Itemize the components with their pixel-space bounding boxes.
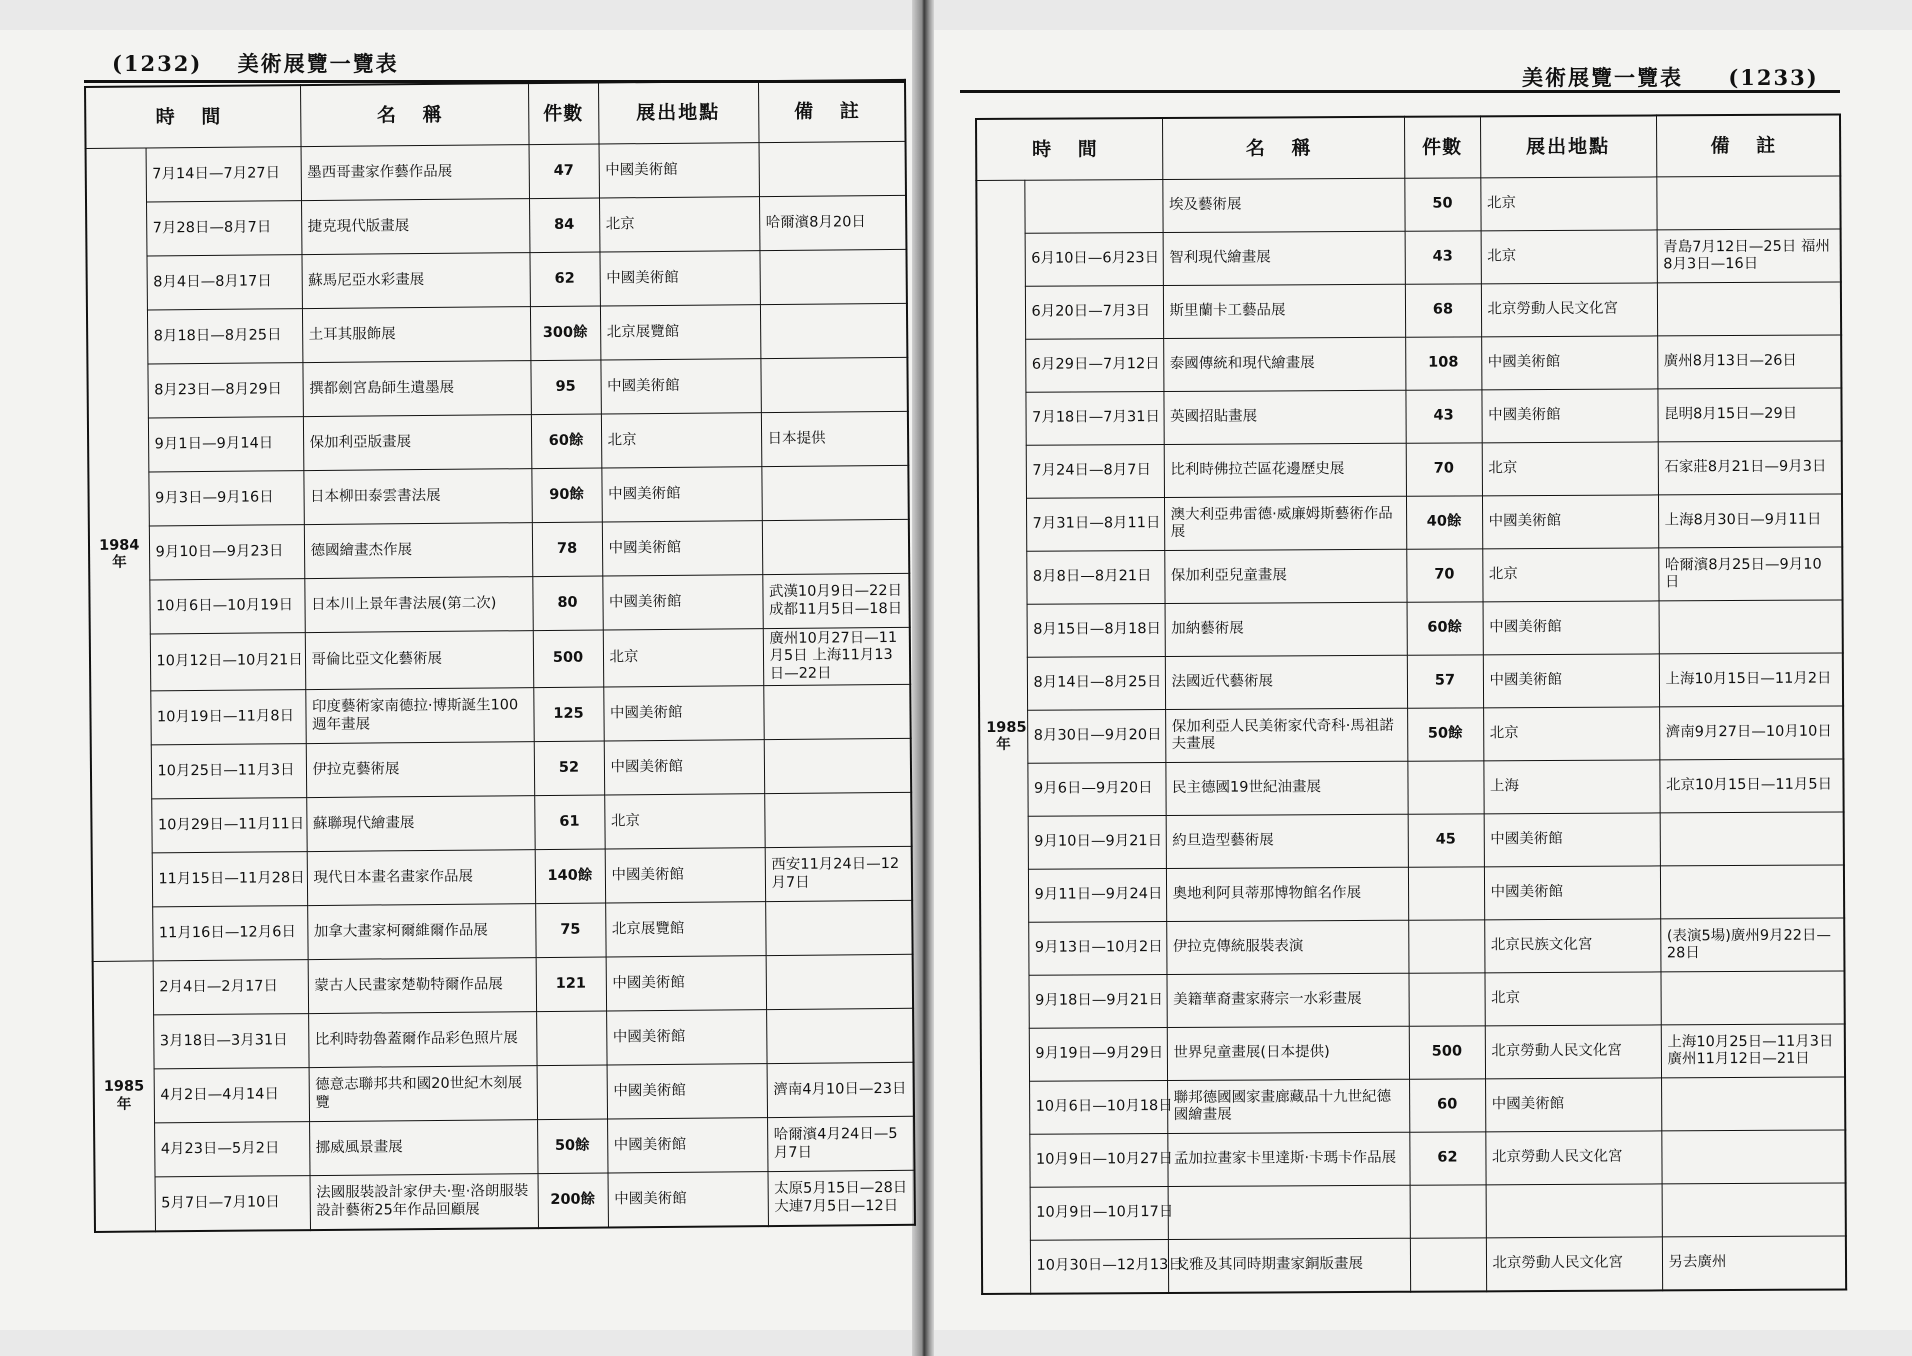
exhibition-name: 蘇聯現代繪畫展 [306, 796, 534, 852]
item-count: 125 [533, 687, 603, 742]
remark [766, 954, 913, 1009]
remark: 武漢10月9日—22日 成都11月5日—18日 [762, 573, 909, 628]
item-count: 95 [530, 360, 600, 415]
exhibition-name: 加拿大畫家柯爾維爾作品展 [307, 904, 535, 960]
venue: 中國美術館 [1485, 1078, 1661, 1132]
right-header-time: 時 間 [976, 118, 1162, 180]
exhibition-name: 埃及藝術展 [1162, 178, 1404, 232]
table-row [92, 846, 912, 907]
exhibition-name: 捷克現代版畫展 [301, 199, 529, 255]
date-range [1024, 180, 1162, 234]
item-count [1408, 920, 1484, 973]
exhibition-name: 澳大利亞弗雷德·威廉姆斯藝術作品展 [1164, 496, 1406, 550]
remark [1660, 812, 1844, 866]
table-row [980, 971, 1844, 1029]
venue: 北京展覽館 [600, 305, 760, 360]
table-row [979, 653, 1843, 711]
exhibition-name: 孟加拉畫家卡里達斯·卡瑪卡作品展 [1167, 1132, 1409, 1186]
exhibition-name: 蒙古人民畫家楚勒特爾作品展 [308, 958, 536, 1014]
venue: 北京勞動人民文化宮 [1485, 1131, 1661, 1185]
date-range: 10月30日—12月13日 [1030, 1240, 1168, 1294]
venue: 中國美術館 [599, 143, 759, 198]
venue: 中國美術館 [1481, 389, 1657, 443]
remark [763, 684, 910, 739]
exhibition-name: 伊拉克傳統服裝表演 [1166, 920, 1408, 974]
exhibition-name: 德國繪畫杰作展 [304, 523, 532, 579]
remark: 廣州10月27日—11月5日 上海11月13日—22日 [763, 627, 910, 685]
table-row [980, 812, 1844, 870]
exhibition-name: 加納藝術展 [1165, 602, 1407, 656]
date-range: 10月6日—10月18日 [1029, 1081, 1167, 1135]
item-count: 80 [532, 576, 602, 631]
table-row [980, 918, 1844, 976]
date-range: 10月12日—10月21日 [150, 633, 305, 692]
item-count: 50餘 [537, 1119, 607, 1174]
table-row [981, 1077, 1845, 1135]
remark: 日本提供 [761, 411, 908, 466]
item-count: 40餘 [1406, 496, 1482, 549]
item-count [1410, 1185, 1486, 1238]
date-range: 9月1日—9月14日 [148, 417, 303, 472]
table-row [977, 229, 1841, 287]
year-label: 1984年 [86, 148, 153, 962]
left-header-count: 件數 [528, 83, 599, 145]
item-count: 200餘 [538, 1173, 608, 1228]
date-range: 10月29日—11月11日 [151, 798, 306, 853]
remark [760, 357, 907, 412]
remark [1656, 176, 1840, 230]
item-count: 500 [533, 630, 603, 688]
left-table-body [86, 141, 915, 1232]
item-count: 50 [1404, 178, 1480, 231]
venue: 上海 [1483, 760, 1659, 814]
venue: 北京勞動人民文化宮 [1485, 1025, 1661, 1079]
exhibition-name: 民主德國19世紀油畫展 [1165, 761, 1407, 815]
table-row [90, 627, 910, 691]
item-count: 75 [535, 903, 605, 958]
date-range: 7月31日—8月11日 [1026, 498, 1164, 552]
remark: 哈爾濱8月25日—9月10日 [1658, 547, 1842, 601]
table-row [88, 411, 908, 472]
remark: 昆明8月15日—29日 [1657, 388, 1841, 442]
venue: 中國美術館 [605, 848, 765, 903]
date-range: 9月10日—9月21日 [1028, 816, 1166, 870]
venue: 中國美術館 [1481, 336, 1657, 390]
item-count: 52 [534, 741, 604, 796]
date-range: 8月15日—8月18日 [1027, 604, 1165, 658]
item-count: 84 [529, 198, 599, 253]
item-count: 60餘 [531, 414, 601, 469]
item-count: 61 [534, 795, 604, 850]
item-count: 140餘 [535, 849, 605, 904]
table-row [86, 249, 906, 310]
date-range: 8月4日—8月17日 [146, 255, 301, 310]
exhibition-name: 哥倫比亞文化藝術展 [305, 631, 533, 690]
remark: 濟南9月27日—10月10日 [1659, 706, 1843, 760]
remark: 上海10月25日—11月3日 廣州11月12日—21日 [1661, 1024, 1845, 1078]
right-header-count: 件數 [1404, 116, 1480, 178]
remark [759, 141, 906, 196]
exhibition-name: 土耳其服飾展 [302, 307, 530, 363]
date-range: 8月30日—9月20日 [1027, 710, 1165, 764]
table-row [980, 865, 1844, 923]
venue: 中國美術館 [602, 575, 762, 630]
venue: 北京勞動人民文化宮 [1481, 283, 1657, 337]
date-range: 11月16日—12月6日 [152, 906, 307, 961]
exhibition-name: 約旦造型藝術展 [1166, 814, 1408, 868]
date-range: 3月18日—3月31日 [153, 1014, 308, 1069]
exhibition-name: 奧地利阿貝蒂那博物館名作展 [1166, 867, 1408, 921]
item-count: 62 [529, 252, 599, 307]
item-count: 90餘 [531, 468, 601, 523]
table-row [95, 1170, 915, 1232]
table-row [91, 738, 911, 799]
venue [1486, 1184, 1662, 1238]
date-range: 6月10日—6月23日 [1025, 233, 1163, 287]
left-header-place: 展出地點 [598, 81, 759, 144]
item-count: 45 [1408, 814, 1484, 867]
table-row [86, 141, 906, 202]
exhibition-name: 比利時勃魯蓋爾作品彩色照片展 [308, 1012, 536, 1068]
right-header-place: 展出地點 [1480, 115, 1656, 177]
remark: 哈爾濱8月20日 [759, 195, 906, 250]
venue: 北京民族文化宮 [1484, 919, 1660, 973]
table-row [94, 1062, 914, 1123]
table-row [979, 706, 1843, 764]
remark [1657, 282, 1841, 336]
right-running-title: 美術展覽一覽表 [1522, 65, 1683, 90]
table-row [90, 684, 910, 745]
venue: 中國美術館 [606, 1010, 766, 1065]
exhibition-name: 保加利亞兒童畫展 [1164, 549, 1406, 603]
venue: 中國美術館 [603, 686, 763, 741]
right-header-note: 備 註 [1656, 114, 1840, 176]
exhibition-name: 印度藝術家南德拉·博斯誕生100週年畫展 [305, 688, 533, 744]
exhibition-name: 保加利亞人民美術家代奇科·馬祖諾夫畫展 [1165, 708, 1407, 762]
venue: 北京 [1482, 548, 1658, 602]
right-running-head [1522, 62, 1819, 92]
date-range: 7月14日—7月27日 [146, 147, 301, 202]
item-count: 70 [1406, 549, 1482, 602]
left-header-time: 時 間 [85, 85, 301, 148]
remark: 西安11月24日—12月7日 [765, 846, 912, 901]
item-count: 70 [1406, 443, 1482, 496]
remark [764, 738, 911, 793]
venue: 中國美術館 [607, 1118, 767, 1173]
date-range: 2月4日—2月17日 [153, 960, 308, 1015]
remark [766, 1008, 913, 1063]
exhibition-name: 蘇馬尼亞水彩畫展 [301, 253, 529, 309]
remark [760, 303, 907, 358]
item-count [536, 1011, 606, 1066]
venue: 北京 [1483, 707, 1659, 761]
item-count: 50餘 [1407, 708, 1483, 761]
date-range: 8月14日—8月25日 [1027, 657, 1165, 711]
venue: 北京 [1480, 177, 1656, 231]
venue: 北京 [599, 197, 759, 252]
exhibition-name: 戈雅及其同時期畫家銅版畫展 [1168, 1238, 1410, 1293]
left-header-row [85, 80, 906, 149]
remark [1659, 600, 1843, 654]
item-count: 47 [529, 144, 599, 199]
remark: 濟南4月10日—23日 [767, 1062, 914, 1117]
venue: 中國美術館 [606, 956, 766, 1011]
item-count: 60 [1409, 1079, 1485, 1132]
remark: 青島7月12日—25日 福州8月3日—16日 [1657, 229, 1841, 283]
date-range: 7月28日—8月7日 [146, 201, 301, 256]
exhibition-name: 伊拉克藝術展 [306, 742, 534, 798]
item-count: 43 [1405, 390, 1481, 443]
exhibition-name: 撰都劍宮島師生遺墨展 [302, 361, 530, 417]
remark: 上海10月15日—11月2日 [1659, 653, 1843, 707]
exhibition-name: 墨西哥畫家作藝作品展 [301, 145, 529, 201]
venue: 中國美術館 [604, 740, 764, 795]
remark: 北京10月15日—11月5日 [1659, 759, 1843, 813]
item-count: 57 [1407, 655, 1483, 708]
venue: 中國美術館 [607, 1064, 767, 1119]
date-range: 9月3日—9月16日 [148, 471, 303, 526]
table-row [88, 465, 908, 526]
table-row [93, 954, 913, 1015]
remark [764, 792, 911, 847]
venue: 中國美術館 [599, 251, 759, 306]
remark [1660, 971, 1844, 1025]
table-row [977, 335, 1841, 393]
date-range: 11月15日—11月28日 [152, 852, 307, 907]
table-row [977, 282, 1841, 340]
table-row [87, 357, 907, 418]
venue: 中國美術館 [602, 521, 762, 576]
item-count: 43 [1405, 231, 1481, 284]
venue: 北京 [601, 413, 761, 468]
venue: 中國美術館 [608, 1172, 768, 1228]
table-row [979, 759, 1843, 817]
exhibition-name: 日本柳田泰雲書法展 [303, 469, 531, 525]
item-count [1408, 867, 1484, 920]
date-range: 10月9日—10月27日 [1029, 1134, 1167, 1188]
year-label: 1985年 [93, 961, 155, 1232]
table-row [981, 1024, 1845, 1082]
exhibition-name: 泰國傳統和現代繪畫展 [1163, 337, 1405, 391]
remark: 另去廣州 [1662, 1236, 1846, 1290]
venue: 中國美術館 [1482, 495, 1658, 549]
right-header-row [976, 114, 1840, 180]
item-count [1408, 973, 1484, 1026]
remark: (表演5場)廣州9月22日—28日 [1660, 918, 1844, 972]
exhibition-name: 挪威風景畫展 [309, 1120, 537, 1176]
item-count: 78 [532, 522, 602, 577]
right-exhibition-table [975, 113, 1847, 1295]
exhibition-name: 世界兒童畫展(日本提供) [1167, 1026, 1409, 1080]
left-header-note: 備 註 [758, 80, 906, 143]
remark: 哈爾濱4月24日—5月7日 [767, 1116, 914, 1171]
exhibition-name [1168, 1185, 1410, 1239]
remark [765, 900, 912, 955]
exhibition-name: 聯邦德國國家畫廊藏品十九世紀德國繪畫展 [1167, 1079, 1409, 1133]
remark [761, 465, 908, 520]
left-header-name: 名 稱 [300, 83, 529, 146]
remark [762, 519, 909, 574]
venue: 北京 [603, 629, 763, 688]
exhibition-name: 斯里蘭卡工藝品展 [1163, 284, 1405, 338]
venue: 中國美術館 [1484, 866, 1660, 920]
item-count: 62 [1409, 1132, 1485, 1185]
exhibition-name: 比利時佛拉芒區花邊歷史展 [1164, 443, 1406, 497]
table-row [976, 176, 1840, 234]
venue: 北京勞動人民文化宮 [1486, 1237, 1662, 1291]
item-count: 121 [536, 957, 606, 1012]
table-row [979, 600, 1843, 658]
venue: 中國美術館 [1483, 654, 1659, 708]
remark: 石家莊8月21日—9月3日 [1658, 441, 1842, 495]
item-count [1410, 1238, 1486, 1292]
left-page-number: (1232) [112, 51, 203, 76]
remark [759, 249, 906, 304]
date-range: 10月19日—11月8日 [150, 690, 305, 745]
remark [1660, 865, 1844, 919]
date-range: 9月19日—9月29日 [1029, 1028, 1167, 1082]
date-range: 4月23日—5月2日 [154, 1122, 309, 1177]
remark [1661, 1130, 1845, 1184]
table-row [978, 494, 1842, 552]
venue: 中國美術館 [600, 359, 760, 414]
exhibition-name: 法國近代藝術展 [1165, 655, 1407, 709]
remark: 上海8月30日—9月11日 [1658, 494, 1842, 548]
table-row [981, 1130, 1845, 1188]
table-row [91, 792, 911, 853]
item-count [537, 1065, 607, 1120]
item-count: 60餘 [1407, 602, 1483, 655]
date-range: 9月13日—10月2日 [1028, 922, 1166, 976]
date-range: 9月6日—9月20日 [1027, 763, 1165, 817]
item-count [1407, 761, 1483, 814]
date-range: 8月23日—8月29日 [147, 363, 302, 418]
table-row [89, 573, 909, 634]
table-row [89, 519, 909, 580]
table-row [87, 303, 907, 364]
date-range: 9月11日—9月24日 [1028, 869, 1166, 923]
exhibition-name: 智利現代繪畫展 [1163, 231, 1405, 285]
item-count: 300餘 [530, 306, 600, 361]
date-range: 8月8日—8月21日 [1026, 551, 1164, 605]
venue: 北京 [1484, 972, 1660, 1026]
date-range: 5月7日—7月10日 [155, 1176, 310, 1232]
exhibition-name: 保加利亞版畫展 [303, 415, 531, 471]
venue: 北京 [604, 794, 764, 849]
venue: 中國美術館 [1483, 601, 1659, 655]
right-head-rule [960, 90, 1840, 93]
item-count: 500 [1409, 1026, 1485, 1079]
exhibition-name: 美籍華裔畫家蔣宗一水彩畫展 [1166, 973, 1408, 1027]
left-running-title: 美術展覽一覽表 [237, 51, 399, 76]
venue: 北京展覽館 [605, 902, 765, 957]
date-range: 6月20日—7月3日 [1025, 286, 1163, 340]
right-table-body [976, 176, 1846, 1294]
table-row [982, 1183, 1846, 1241]
year-label: 1985年 [976, 180, 1030, 1294]
venue: 中國美術館 [601, 467, 761, 522]
exhibition-name: 法國服裝設計家伊夫·聖·洛朗服裝設計藝術25年作品回顧展 [310, 1174, 538, 1230]
date-range: 4月2日—4月14日 [154, 1068, 309, 1123]
date-range: 7月18日—7月31日 [1025, 392, 1163, 446]
table-row [977, 388, 1841, 446]
date-range: 9月18日—9月21日 [1028, 975, 1166, 1029]
venue: 中國美術館 [1484, 813, 1660, 867]
remark: 廣州8月13日—26日 [1657, 335, 1841, 389]
table-row [93, 1008, 913, 1069]
item-count: 108 [1405, 337, 1481, 390]
exhibition-name: 英國招貼畫展 [1163, 390, 1405, 444]
exhibition-name: 現代日本畫名畫家作品展 [307, 850, 535, 906]
right-page-number: (1233) [1728, 65, 1819, 90]
remark [1662, 1183, 1846, 1237]
date-range: 10月6日—10月19日 [149, 579, 304, 634]
left-running-head [112, 48, 399, 78]
date-range: 8月18日—8月25日 [147, 309, 302, 364]
item-count: 68 [1405, 284, 1481, 337]
venue: 北京 [1481, 230, 1657, 284]
table-row [978, 547, 1842, 605]
exhibition-name: 德意志聯邦共和國20世紀木刻展覽 [309, 1066, 537, 1122]
date-range: 6月29日—7月12日 [1025, 339, 1163, 393]
table-row [92, 900, 912, 961]
table-row [978, 441, 1842, 499]
date-range: 9月10日—9月23日 [149, 525, 304, 580]
table-row [982, 1236, 1846, 1294]
date-range: 10月9日—10月17日 [1030, 1187, 1168, 1241]
left-exhibition-table [84, 79, 916, 1233]
remark: 太原5月15日—28日 大連7月5日—12日 [768, 1170, 915, 1226]
venue: 北京 [1482, 442, 1658, 496]
right-header-name: 名 稱 [1162, 117, 1404, 180]
table-row [94, 1116, 914, 1177]
date-range: 7月24日—8月7日 [1026, 445, 1164, 499]
table-row [86, 195, 906, 256]
exhibition-name: 日本川上景年書法展(第二次) [304, 577, 532, 633]
remark [1661, 1077, 1845, 1131]
date-range: 10月25日—11月3日 [151, 744, 306, 799]
